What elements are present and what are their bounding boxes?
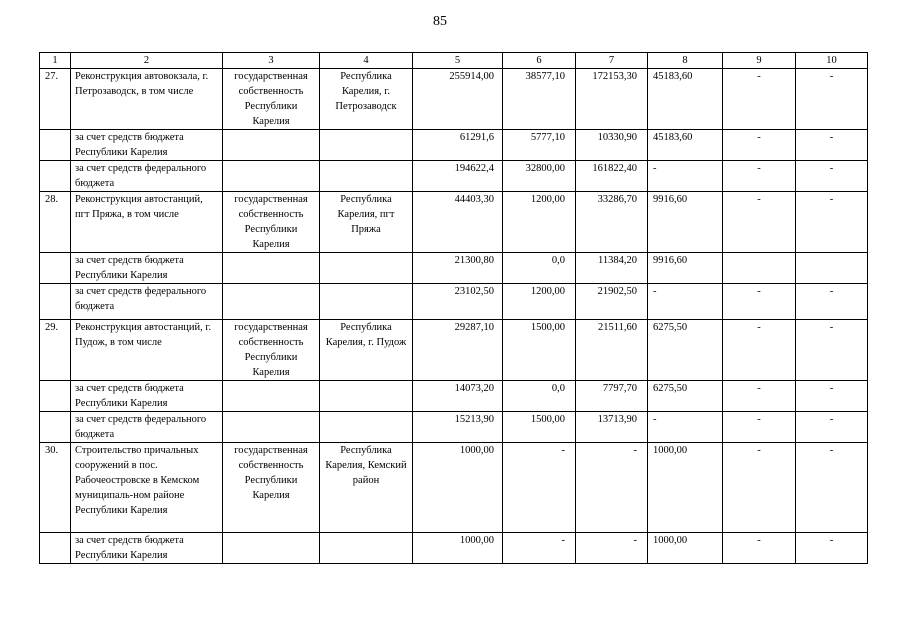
table-row [40, 192, 868, 253]
object-name-cell: за счет средств бюджета Республики Карелия [71, 381, 223, 412]
total-cost-cell: 15213,90 [413, 412, 503, 443]
header-cell: 6 [503, 53, 576, 69]
value-col10-cell: - [796, 161, 868, 192]
object-name-cell: Реконструкция автостанций, пгт Пряжа, в том числе [71, 192, 223, 253]
value-col9-cell: - [723, 130, 796, 161]
value-col8-cell: - [648, 284, 723, 320]
value-col7-cell: 33286,70 [576, 192, 648, 253]
value-col7-cell: 172153,30 [576, 69, 648, 130]
location-cell [320, 412, 413, 443]
table-row [40, 284, 868, 320]
ownership-cell [223, 533, 320, 564]
value-col9-cell: - [723, 69, 796, 130]
object-name-cell: за счет средств бюджета Республики Карелия [71, 533, 223, 564]
header-cell: 2 [71, 53, 223, 69]
ownership-cell [223, 284, 320, 320]
value-col10-cell: - [796, 69, 868, 130]
table-body [40, 53, 868, 564]
object-name-cell: Реконструкция автостанций, г. Пудож, в том числе [71, 320, 223, 381]
total-cost-cell: 194622,4 [413, 161, 503, 192]
row-number-cell: 27. [40, 69, 71, 130]
header-cell: 10 [796, 53, 868, 69]
total-cost-cell: 1000,00 [413, 443, 503, 533]
object-name-cell: за счет средств федерального бюджета [71, 412, 223, 443]
value-col6-cell: 0,0 [503, 253, 576, 284]
location-cell: Республика Карелия, г. Пудож [320, 320, 413, 381]
total-cost-cell: 44403,30 [413, 192, 503, 253]
value-col8-cell: - [648, 412, 723, 443]
value-col10-cell: - [796, 192, 868, 253]
value-col10-cell: - [796, 381, 868, 412]
object-name-cell: за счет средств федерального бюджета [71, 161, 223, 192]
location-cell [320, 381, 413, 412]
table-row [40, 161, 868, 192]
value-col7-cell: 7797,70 [576, 381, 648, 412]
value-col9-cell [723, 253, 796, 284]
table-row [40, 443, 868, 533]
table-row [40, 381, 868, 412]
budget-table [39, 52, 868, 564]
total-cost-cell: 21300,80 [413, 253, 503, 284]
ownership-cell [223, 381, 320, 412]
value-col7-cell: 161822,40 [576, 161, 648, 192]
header-cell: 9 [723, 53, 796, 69]
value-col8-cell: 9916,60 [648, 192, 723, 253]
value-col8-cell: 6275,50 [648, 381, 723, 412]
value-col7-cell: 21511,60 [576, 320, 648, 381]
value-col9-cell: - [723, 192, 796, 253]
value-col8-cell: 45183,60 [648, 130, 723, 161]
total-cost-cell: 1000,00 [413, 533, 503, 564]
header-row [40, 53, 868, 69]
header-cell: 5 [413, 53, 503, 69]
row-number-cell [40, 130, 71, 161]
value-col6-cell: 1200,00 [503, 192, 576, 253]
object-name-cell: за счет средств бюджета Республики Карелия [71, 130, 223, 161]
row-number-cell: 28. [40, 192, 71, 253]
total-cost-cell: 23102,50 [413, 284, 503, 320]
ownership-cell [223, 130, 320, 161]
value-col10-cell: - [796, 284, 868, 320]
value-col7-cell: - [576, 443, 648, 533]
value-col8-cell: - [648, 161, 723, 192]
value-col10-cell [796, 253, 868, 284]
value-col6-cell: 1500,00 [503, 412, 576, 443]
header-cell: 4 [320, 53, 413, 69]
row-number-cell [40, 533, 71, 564]
row-number-cell [40, 161, 71, 192]
ownership-cell: государственная собственность Республики Карелия [223, 320, 320, 381]
value-col6-cell: - [503, 443, 576, 533]
value-col6-cell: 5777,10 [503, 130, 576, 161]
total-cost-cell: 29287,10 [413, 320, 503, 381]
location-cell [320, 533, 413, 564]
row-number-cell: 30. [40, 443, 71, 533]
value-col9-cell: - [723, 320, 796, 381]
ownership-cell: государственная собственность Республики Карелия [223, 69, 320, 130]
value-col6-cell: 1200,00 [503, 284, 576, 320]
value-col10-cell: - [796, 533, 868, 564]
total-cost-cell: 14073,20 [413, 381, 503, 412]
ownership-cell [223, 412, 320, 443]
header-cell: 8 [648, 53, 723, 69]
object-name-cell: Реконструкция автовокзала, г. Петрозаводск, в том числе [71, 69, 223, 130]
row-number-cell [40, 253, 71, 284]
location-cell [320, 253, 413, 284]
location-cell [320, 130, 413, 161]
header-cell: 7 [576, 53, 648, 69]
value-col8-cell: 6275,50 [648, 320, 723, 381]
total-cost-cell: 255914,00 [413, 69, 503, 130]
value-col9-cell: - [723, 161, 796, 192]
value-col6-cell: 0,0 [503, 381, 576, 412]
value-col9-cell: - [723, 412, 796, 443]
table-row [40, 253, 868, 284]
header-cell: 1 [40, 53, 71, 69]
location-cell: Республика Карелия, пгт Пряжа [320, 192, 413, 253]
header-cell: 3 [223, 53, 320, 69]
table-row [40, 130, 868, 161]
value-col6-cell: 1500,00 [503, 320, 576, 381]
value-col6-cell: 38577,10 [503, 69, 576, 130]
total-cost-cell: 61291,6 [413, 130, 503, 161]
table-row [40, 412, 868, 443]
location-cell [320, 161, 413, 192]
value-col8-cell: 9916,60 [648, 253, 723, 284]
location-cell: Республика Карелия, г. Петрозаводск [320, 69, 413, 130]
value-col7-cell: 21902,50 [576, 284, 648, 320]
value-col8-cell: 1000,00 [648, 533, 723, 564]
value-col10-cell: - [796, 443, 868, 533]
table-row [40, 320, 868, 381]
table-row [40, 533, 868, 564]
page-number: 85 [433, 14, 447, 29]
row-number-cell [40, 381, 71, 412]
value-col6-cell: 32800,00 [503, 161, 576, 192]
table-row [40, 69, 868, 130]
row-number-cell [40, 412, 71, 443]
value-col10-cell: - [796, 412, 868, 443]
value-col8-cell: 1000,00 [648, 443, 723, 533]
object-name-cell: за счет средств федерального бюджета [71, 284, 223, 320]
ownership-cell: государственная собственность Республики Карелия [223, 443, 320, 533]
value-col10-cell: - [796, 130, 868, 161]
location-cell: Республика Карелия, Кемский район [320, 443, 413, 533]
object-name-cell: Строительство причальных сооружений в пос. Рабочеостровске в Кемском муниципаль-ном районе Республики Карелия [71, 443, 223, 533]
row-number-cell [40, 284, 71, 320]
ownership-cell [223, 161, 320, 192]
value-col7-cell: - [576, 533, 648, 564]
value-col8-cell: 45183,60 [648, 69, 723, 130]
ownership-cell: государственная собственность Республики Карелия [223, 192, 320, 253]
value-col7-cell: 11384,20 [576, 253, 648, 284]
value-col9-cell: - [723, 284, 796, 320]
value-col6-cell: - [503, 533, 576, 564]
value-col7-cell: 13713,90 [576, 412, 648, 443]
object-name-cell: за счет средств бюджета Республики Карелия [71, 253, 223, 284]
ownership-cell [223, 253, 320, 284]
value-col9-cell: - [723, 443, 796, 533]
value-col10-cell: - [796, 320, 868, 381]
value-col7-cell: 10330,90 [576, 130, 648, 161]
value-col9-cell: - [723, 381, 796, 412]
location-cell [320, 284, 413, 320]
value-col9-cell: - [723, 533, 796, 564]
row-number-cell: 29. [40, 320, 71, 381]
